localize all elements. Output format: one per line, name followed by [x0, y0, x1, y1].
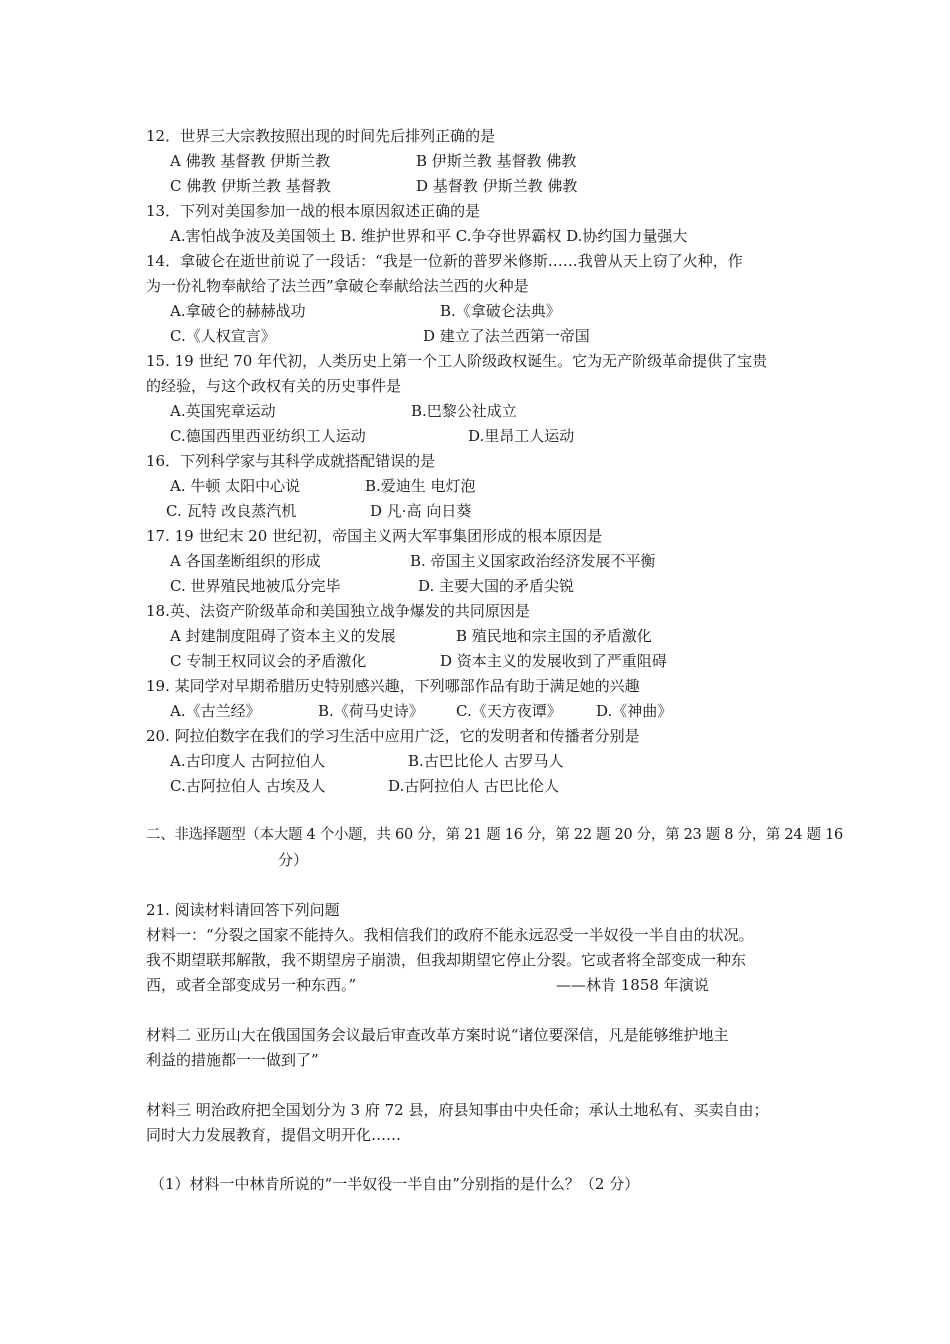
q21-material2-line1: 材料二 亚历山大在俄国国务会议最后审查改革方案时说“诸位要深信，凡是能够维护地主 [146, 1026, 729, 1044]
q12-option-d: D 基督教 伊斯兰教 佛教 [416, 177, 578, 195]
q21-material1-line3-text: 西，或者全部变成另一种东西。” [146, 976, 357, 994]
q18-option-b: B 殖民地和宗主国的矛盾激化 [456, 627, 652, 645]
q17-stem: 17. 19 世纪末 20 世纪初，帝国主义两大军事集团形成的根本原因是 [146, 527, 603, 545]
q15-option-a: A.英国宪章运动 [170, 402, 276, 420]
q18-option-a: A 封建制度阻碍了资本主义的发展 [170, 627, 396, 645]
q19-option-c: C.《天方夜谭》 [456, 702, 562, 720]
q16-options-row1 [170, 476, 476, 496]
q21-material1-source: ——林肯 1858 年演说 [556, 976, 709, 994]
q21-material3-line1: 材料三 明治政府把全国划分为 3 府 72 县，府县知事由中央任命；承认土地私有、买卖自由； [146, 1101, 769, 1119]
q20-option-c: C.古阿拉伯人 古埃及人 [170, 777, 326, 795]
q16-option-b: B.爱迪生 电灯泡 [365, 477, 476, 495]
q15-option-b: B.巴黎公社成立 [411, 402, 517, 420]
q21-material1-line1: 材料一：“分裂之国家不能持久。我相信我们的政府不能永远忍受一半奴役一半自由的状况。 [146, 926, 754, 944]
q18-stem: 18.英、法资产阶级革命和美国独立战争爆发的共同原因是 [146, 602, 530, 620]
q18-option-c: C 专制王权同议会的矛盾激化 [170, 652, 367, 670]
q20-options-row1 [170, 751, 564, 771]
q19-option-a: A.《古兰经》 [170, 702, 261, 720]
q14-stem-line1: 14．拿破仑在逝世前说了一段话：“我是一位新的普罗米修斯……我曾从天上窃了火种，作 [146, 252, 743, 270]
q15-option-d: D.里昂工人运动 [468, 427, 575, 445]
q19-option-b: B.《荷马史诗》 [318, 702, 424, 720]
q21-stem: 21. 阅读材料请回答下列问题 [146, 901, 340, 919]
q17-options-row1 [170, 551, 656, 571]
q21-material1-line2: 我不期望联邦解散，我不期望房子崩溃，但我却期望它停止分裂。它或者将全部变成一种东 [146, 951, 747, 969]
q21-subquestion-1: （1）材料一中林肯所说的“一半奴役一半自由”分别指的是什么？（2 分） [150, 1175, 640, 1193]
q14-option-b: B.《拿破仑法典》 [440, 302, 561, 320]
q19-stem: 19. 某同学对早期希腊历史特别感兴趣，下列哪部作品有助于满足她的兴趣 [146, 677, 640, 695]
q20-option-d: D.古阿拉伯人 古巴比伦人 [388, 777, 560, 795]
q16-option-d: D 凡·高 向日葵 [370, 502, 472, 520]
q12-option-b: B 伊斯兰教 基督教 佛教 [416, 152, 577, 170]
q19-option-d: D.《神曲》 [596, 702, 673, 720]
q18-options-row1 [170, 626, 652, 646]
q15-option-c: C.德国西里西亚纺织工人运动 [170, 427, 366, 445]
q14-option-d: D 建立了法兰西第一帝国 [423, 327, 590, 345]
q15-options-row2 [170, 426, 574, 446]
q15-stem-line2: 的经验，与这个政权有关的历史事件是 [146, 377, 402, 395]
q17-option-b: B. 帝国主义国家政治经济发展不平衡 [410, 552, 656, 570]
q20-stem: 20. 阿拉伯数字在我们的学习生活中应用广泛，它的发明者和传播者分别是 [146, 727, 640, 745]
q14-options-row1 [170, 301, 561, 321]
q17-option-d: D. 主要大国的矛盾尖锐 [418, 577, 575, 595]
q14-options-row2 [170, 326, 590, 346]
section2-heading-line1: 二、非选择题型（本大题 4 个小题，共 60 分，第 21 题 16 分，第 22 题 20 分，第 23 题 8 分，第 24 题 16 [146, 827, 843, 843]
q13-options: A.害怕战争波及美国领土 B. 维护世界和平 C.争夺世界霸权 D.协约国力量强大 [170, 227, 688, 245]
q20-options-row2 [170, 776, 559, 796]
q12-option-a: A 佛教 基督教 伊斯兰教 [170, 152, 331, 170]
q12-stem: 12．世界三大宗教按照出现的时间先后排列正确的是 [146, 127, 496, 145]
q20-option-a: A.古印度人 古阿拉伯人 [170, 752, 326, 770]
q12-options-row1 [170, 151, 576, 171]
q15-stem-line1: 15. 19 世纪 70 年代初，人类历史上第一个工人阶级政权诞生。它为无产阶级革命提供了宝贵 [146, 352, 768, 370]
q21-material3-line2: 同时大力发展教育，提倡文明开化…… [146, 1126, 402, 1144]
q21-material2-line2: 利益的措施都一一做到了” [146, 1051, 319, 1069]
q14-option-c: C.《人权宣言》 [170, 327, 276, 345]
q18-options-row2 [170, 651, 667, 671]
q16-option-a: A. 牛顿 太阳中心说 [170, 477, 301, 495]
q17-option-a: A 各国垄断组织的形成 [170, 552, 321, 570]
q19-options [170, 701, 672, 721]
q18-option-d: D 资本主义的发展收到了严重阻碍 [440, 652, 667, 670]
q16-stem: 16．下列科学家与其科学成就搭配错误的是 [146, 452, 436, 470]
q14-option-a: A.拿破仑的赫赫战功 [170, 302, 306, 320]
q17-option-c: C. 世界殖民地被瓜分完毕 [170, 577, 341, 595]
q14-stem-line2: 为一份礼物奉献给了法兰西”拿破仑奉献给法兰西的火种是 [146, 277, 529, 295]
q21-material1-line3 [146, 975, 709, 995]
q15-options-row1 [170, 401, 517, 421]
q12-option-c: C 佛教 伊斯兰教 基督教 [170, 177, 331, 195]
q16-option-c: C. 瓦特 改良蒸汽机 [166, 502, 297, 520]
q17-options-row2 [170, 576, 574, 596]
section2-heading-line2: 分） [278, 851, 309, 869]
q20-option-b: B.古巴比伦人 古罗马人 [408, 752, 564, 770]
q13-stem: 13．下列对美国参加一战的根本原因叙述正确的是 [146, 202, 481, 220]
q16-options-row2 [166, 501, 471, 521]
q12-options-row2 [170, 176, 577, 196]
